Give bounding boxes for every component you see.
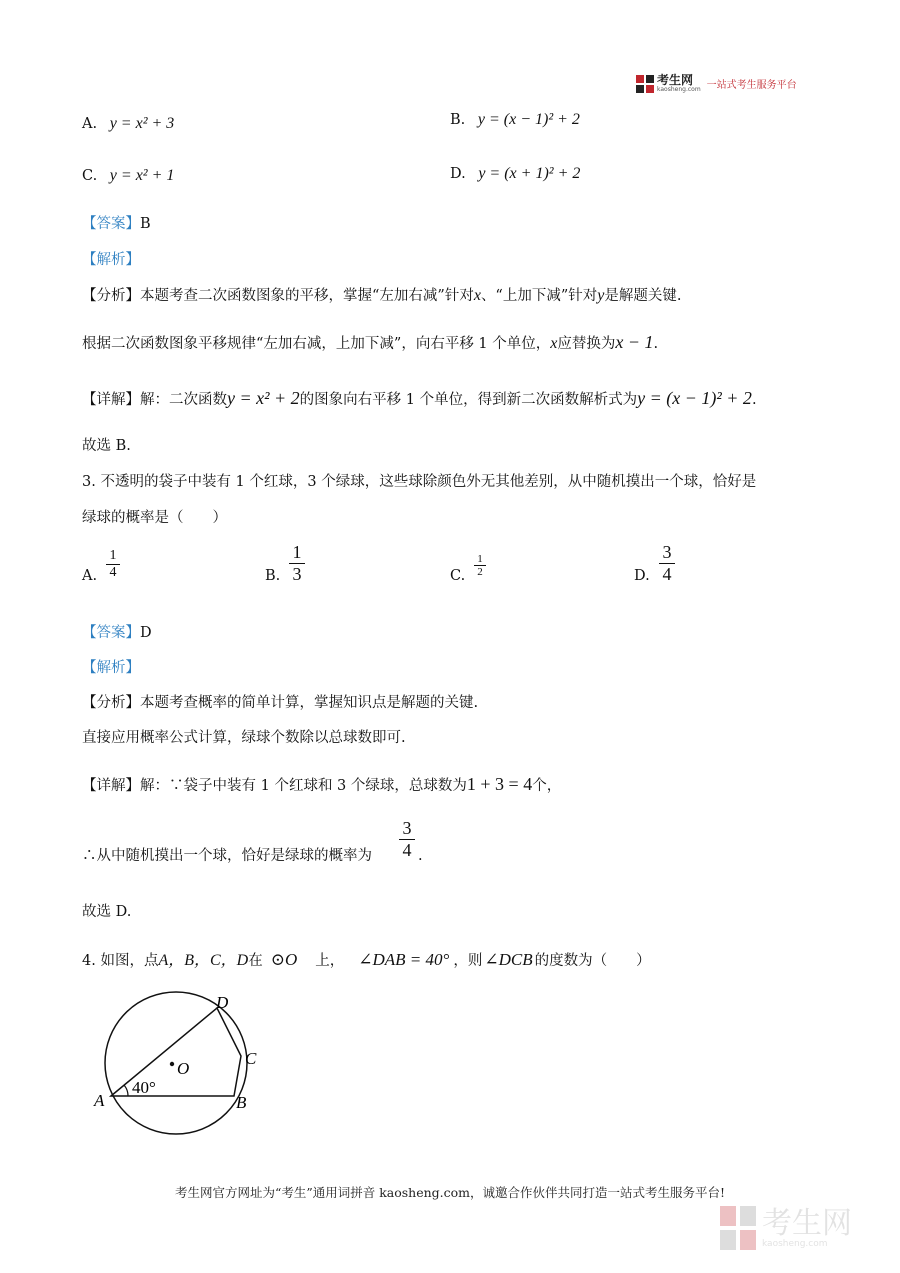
quadrilateral-abcd [111,1008,241,1096]
q2-analysis-tag: 【解析】 [82,252,140,268]
watermark [720,1206,852,1252]
q3-option-b-letter: B. [265,568,281,584]
footer-text: 考生网官方网址为“考生”通用词拼音 kaosheng.com，诚邀合作伙伴共同打造一站式考生服务平台! [174,1185,726,1200]
rule-end: . [653,336,659,352]
detail-text: 的图象向右平移 1 个单位，得到新二次函数解析式为 [299,392,638,408]
detail-tag: 【详解】 [82,392,140,408]
label-b: B [236,1093,247,1112]
q2-option-b [450,110,580,130]
q3-therefore: ∴从中随机摸出一个球，恰好是绿球的概率为 [82,848,372,864]
q3-fenxi [82,693,478,713]
option-formula: y = x² + 1 [109,167,175,184]
var-x: x [550,335,558,352]
angle-label: 40° [132,1078,156,1097]
kaosheng-logo-icon [636,75,654,93]
q3-therefore-end: . [418,848,423,864]
q3-option-a-letter: A. [82,568,98,584]
fenxi-tag: 【分析】 [82,695,140,711]
q4-stem [82,950,651,971]
fenxi-tag: 【分析】 [82,288,140,304]
points: A，B，C，D [158,952,249,969]
detail-tag: 【详解】 [82,778,140,794]
denominator: 4 [402,840,412,860]
var-x: x [473,287,481,304]
answer-tag: 【答案】 [82,216,140,232]
fenxi-text: 本题考查二次函数图象的平移，掌握“左加右减”针对 [140,288,474,304]
rule-text: 根据二次函数图象平移规律“左加右减，上加下减”，向右平移 1 个单位， [82,336,551,352]
detail-end: . [751,392,757,408]
q3-option-d-fraction [659,542,675,585]
logo-domain: kaosheng.com [657,86,701,93]
watermark-text: 考生网 [762,1206,852,1241]
q3-probability-fraction [399,818,415,861]
q2-answer [82,214,151,234]
stem-text: 的度数为（ ） [534,953,651,969]
numerator: 3 [402,818,412,838]
logo-slogan: 一站式考生服务平台 [706,80,797,91]
rule-expr: x − 1 [615,332,654,352]
option-letter: A. [82,116,98,132]
option-formula: y = (x − 1)² + 2 [477,111,580,128]
numerator: 3 [662,542,672,562]
rule-text: 应替换为 [557,336,616,352]
q3-direct: 直接应用概率公式计算，绿球个数除以总球数即可. [82,730,406,746]
detail-expr: y = (x − 1)² + 2 [637,388,752,408]
logo-name: 考生网 [657,73,694,87]
denominator: 2 [477,566,483,578]
q3-stem-line-1: 3. 不透明的袋子中装有 1 个红球，3 个绿球，这些球除颜色外无其他差别，从中随机摸出一个球，恰好是 [82,474,757,490]
fenxi-text: 是解题关键. [604,288,682,304]
angle-arc [124,1085,128,1096]
header-logo [636,74,797,93]
detail-expr: y = x² + 2 [227,388,300,408]
angle-expr: ∠DAB = 40° [358,950,450,969]
watermark-logo-icon [720,1206,758,1252]
circle-o [105,992,247,1134]
option-letter: C. [82,168,98,184]
q2-rule [82,332,658,354]
label-c: C [245,1049,257,1068]
label-a: A [94,1091,105,1110]
q3-option-a-fraction [106,548,120,581]
q3-analysis-tag: 【解析】 [82,660,140,676]
option-letter: D. [450,166,466,182]
option-formula: y = x² + 3 [109,115,175,132]
denominator: 3 [292,564,302,584]
q2-option-c [82,166,174,186]
q2-fenxi [82,286,681,306]
q3-conclusion: 故选 D. [82,904,132,920]
q2-option-a [82,114,174,134]
var-y: y [597,287,605,304]
q3-option-b-fraction [289,542,305,585]
stem-text: 在 [248,953,263,969]
angle-target: ∠DCB [484,950,533,969]
fenxi-text: 、“上加下减”针对 [480,288,598,304]
q2-conclusion: 故选 B. [82,438,131,454]
answer-tag: 【答案】 [82,625,140,641]
answer-value: D [140,625,152,641]
q3-detail [82,774,561,796]
label-d: D [216,993,229,1012]
numerator: 1 [109,548,117,563]
q3-stem-line-2: 绿球的概率是（ ） [82,510,227,526]
denominator: 4 [109,565,117,580]
q2-option-d [450,164,580,184]
denominator: 4 [662,564,672,584]
q3-option-c-letter: C. [450,568,466,584]
numerator: 1 [292,542,302,562]
center-point [170,1062,174,1066]
detail-text: 解：二次函数 [140,392,227,408]
circle-symbol: ⊙O [270,950,298,969]
label-o: O [177,1059,190,1078]
q2-detail [82,388,757,410]
option-letter: B. [450,112,466,128]
q4-circle-figure [88,988,278,1140]
option-formula: y = (x + 1)² + 2 [478,165,581,182]
q3-option-d-letter: D. [634,568,650,584]
detail-text: 个， [532,778,562,794]
detail-expr: 1 + 3 = 4 [466,774,533,794]
stem-text: ，则 [453,953,483,969]
detail-text: 解：∵袋子中装有 1 个红球和 3 个绿球，总球数为 [140,778,467,794]
fenxi-text: 本题考查概率的简单计算，掌握知识点是解题的关键. [140,695,479,711]
q3-option-c-fraction [474,553,486,578]
stem-text: 上， [315,953,345,969]
answer-value: B [140,216,151,232]
q3-answer [82,623,152,643]
watermark-domain: kaosheng.com [762,1239,828,1249]
stem-text: 4. 如图，点 [82,953,159,969]
numerator: 1 [477,553,483,565]
